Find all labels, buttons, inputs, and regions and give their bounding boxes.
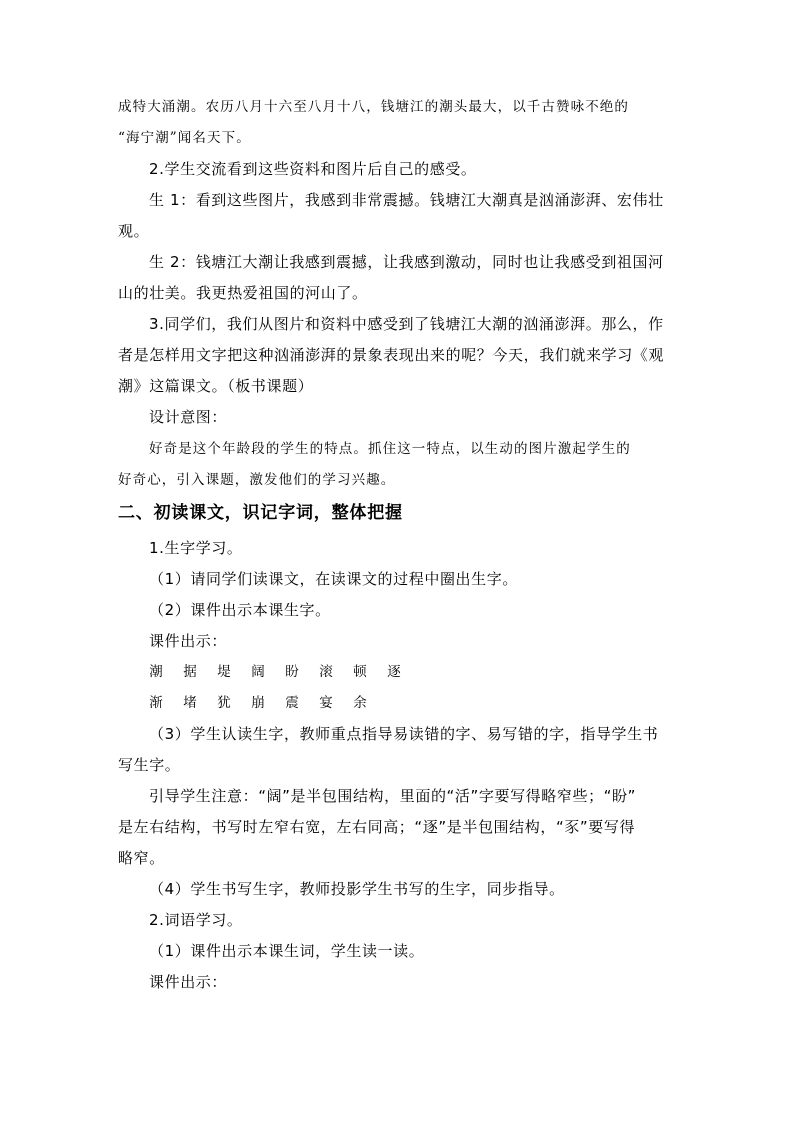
char-item: 渐 <box>149 695 163 711</box>
intro-line-2: “海宁潮”闻名天下。 <box>118 130 251 146</box>
char-row-1 <box>149 657 401 688</box>
intro-line-1: 成特大涌潮。农历八月十六至八月十八，钱塘江的潮头最大，以千古赞咏不绝的 <box>118 99 629 115</box>
char-row-2 <box>149 688 367 719</box>
guide-line-1: 引导学生注意：“阔”是半包围结构，里面的“活”字要写得略窄些；“盼” <box>149 787 637 805</box>
section-heading: 二、初读课文，识记字词，整体把握 <box>118 503 403 523</box>
design-intent-line-2: 好奇心，引入课题，激发他们的学习兴趣。 <box>118 472 396 488</box>
guide-line-2: 是左右结构，书写时左窄右宽，左右同高；“逐”是半包围结构，“豕”要写得 <box>118 818 636 836</box>
char-item: 崩 <box>251 695 265 711</box>
char-item: 逐 <box>387 664 401 680</box>
student-2-line-2: 山的壮美。我更热爱祖国的河山了。 <box>118 284 368 302</box>
design-intent-label: 设计意图： <box>149 408 228 426</box>
char-item: 据 <box>183 664 197 680</box>
char-item: 潮 <box>149 664 163 680</box>
char-item: 宴 <box>319 695 333 711</box>
step-2: 2.学生交流看到这些资料和图片后自己的感受。 <box>149 160 477 178</box>
char-study-title: 1.生字学习。 <box>149 539 243 557</box>
step-3-line-1: 3.同学们，我们从图片和资料中感受到了钱塘江大潮的汹涌澎湃。那么，作 <box>149 315 664 333</box>
word-study-step-1: （1）课件出示本课生词，学生读一读。 <box>149 942 425 960</box>
char-item: 堤 <box>217 664 231 680</box>
courseware-label-1: 课件出示： <box>149 632 228 650</box>
char-item: 滚 <box>319 664 333 680</box>
char-study-step-3-line-1: （3）学生认读生字，教师重点指导易读错的字、易写错的字，指导学生书 <box>149 725 659 743</box>
guide-line-3: 略窄。 <box>118 849 165 867</box>
char-item: 阔 <box>251 664 265 680</box>
step-3-line-3: 潮》这篇课文。（板书课题） <box>118 377 314 395</box>
design-intent-line-1: 好奇是这个年龄段的学生的特点。抓住这一特点，以生动的图片激起学生的 <box>149 441 631 457</box>
step-3-line-2: 者是怎样用文字把这种汹涌澎湃的景象表现出来的呢？今天，我们就来学习《观 <box>118 346 665 364</box>
char-study-step-1: （1）请同学们读课文，在读课文的过程中圈出生字。 <box>149 570 518 588</box>
courseware-label-2: 课件出示： <box>149 973 228 991</box>
student-1-line-2: 观。 <box>118 222 150 240</box>
char-item: 震 <box>285 695 299 711</box>
char-study-step-2: （2）课件出示本课生字。 <box>149 601 331 619</box>
word-study-title: 2.词语学习。 <box>149 911 243 929</box>
student-2-line-1: 生 2：钱塘江大潮让我感到震撼，让我感到激动，同时也让我感受到祖国河 <box>149 253 664 271</box>
char-item: 余 <box>353 695 367 711</box>
char-item: 顿 <box>353 664 367 680</box>
char-study-step-3-line-2: 写生字。 <box>118 756 181 774</box>
char-item: 堵 <box>183 695 197 711</box>
char-item: 盼 <box>285 664 299 680</box>
student-1-line-1: 生 1：看到这些图片，我感到非常震撼。钱塘江大潮真是汹涌澎湃、宏伟壮 <box>149 191 664 209</box>
char-item: 犹 <box>217 695 231 711</box>
char-study-step-4: （4）学生书写生字，教师投影学生书写的生字，同步指导。 <box>149 880 565 898</box>
